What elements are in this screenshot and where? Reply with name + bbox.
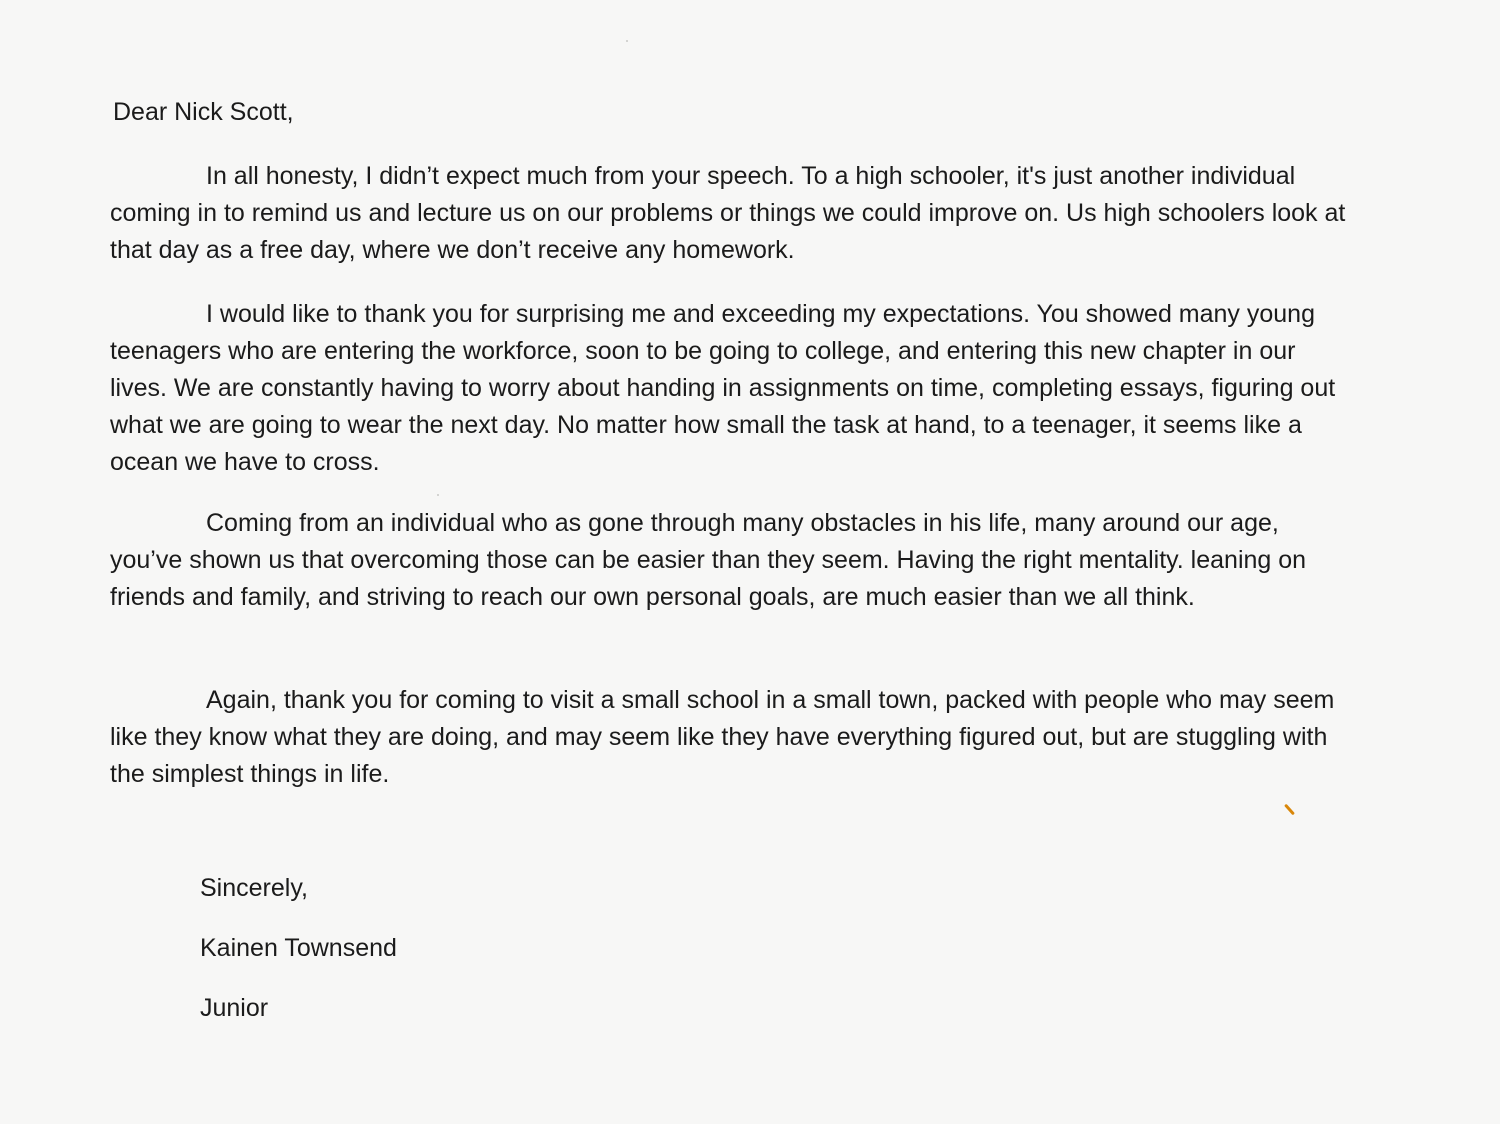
letter-paragraph-4: Again, thank you for coming to visit a small school in a small town, packed with people who may seem like they know what they are doing, and may seem like they have everything figured out, but are stuggling with the simplest things in life. xyxy=(110,686,1335,788)
paper-speck xyxy=(437,494,439,496)
salutation: Dear Nick Scott, xyxy=(113,98,294,126)
letter-paragraph-1: In all honesty, I didn’t expect much from your speech. To a high schooler, it's just another individual coming in to remind us and lecture us on our problems or things we could improve on. Us high schoolers look at that day as a free day, where we don’t receive any homework. xyxy=(110,162,1346,264)
paper-speck xyxy=(626,40,628,42)
closing-line: Sincerely, xyxy=(200,874,308,902)
letter-paragraph-3: Coming from an individual who as gone through many obstacles in his life, many around our age, you’ve shown us that overcoming those can be easier than they seem. Having the right mentality. leaning on friends and family, and striving to reach our own personal goals, are much easier than we all think. xyxy=(110,509,1307,611)
signer-title: Junior xyxy=(200,994,269,1022)
letter-paragraph-2: I would like to thank you for surprising me and exceeding my expectations. You showed many young teenagers who are entering the workforce, soon to be going to college, and entering this new chapter in our lives. We are constantly having to worry about handing in assignments on time, completing essays, figuring out what we are going to wear the next day. No matter how small the task at hand, to a teenager, it seems like a ocean we have to cross. xyxy=(110,300,1336,476)
signer-name: Kainen Townsend xyxy=(200,934,397,962)
pen-mark xyxy=(1284,804,1295,816)
